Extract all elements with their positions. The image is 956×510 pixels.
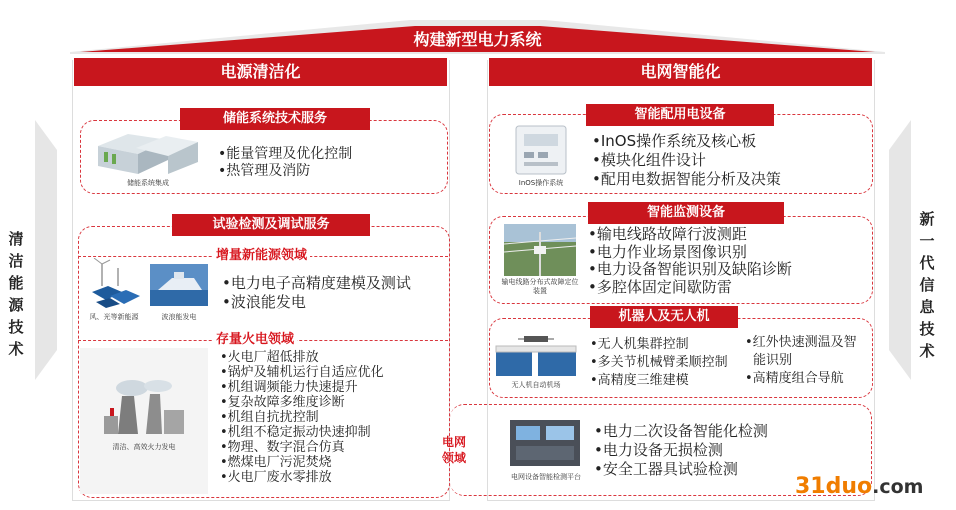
list-item: •电力作业场景图像识别 (588, 242, 747, 261)
list-item: •高精度组合导航 (745, 371, 844, 386)
new-energy-list (222, 274, 411, 312)
watermark-suffix: .com (872, 476, 924, 498)
watermark-brand: 31duo (795, 474, 873, 499)
monitoring-caption: 输电线路分布式故障定位装置 (501, 278, 579, 295)
transmission-line-image (504, 224, 576, 276)
list-item: •无人机集群控制 (590, 337, 689, 352)
grid-caption: 电网设备智能检测平台 (511, 473, 581, 481)
inos-caption: InOS操作系统 (518, 179, 564, 187)
new-energy-subtitle: 增量新能源领域 (213, 244, 310, 263)
wave-energy-image (150, 264, 208, 306)
left-side-label: 清洁能源技术 (8, 230, 24, 358)
page-title: 构建新型电力系统 (413, 30, 542, 49)
thermal-caption: 清洁、高效火力发电 (112, 443, 176, 451)
solar-caption: 风、光等新能源 (89, 313, 139, 321)
list-item: •燃煤电厂污泥焚烧 (220, 455, 332, 470)
monitoring-list (588, 226, 792, 296)
power-plant-image (104, 380, 184, 434)
storage-title: 储能系统技术服务 (180, 108, 370, 130)
list-item: •配用电数据智能分析及决策 (592, 170, 781, 188)
list-item: •火电厂废水零排放 (220, 470, 332, 485)
drone-airport-image (494, 330, 578, 378)
list-item: 能识别 (753, 353, 793, 368)
right-side-label: 新一代信息技术 (919, 210, 935, 360)
list-item: •红外快速测温及智 (745, 335, 857, 350)
list-item: •InOS操作系统及核心板 (592, 132, 757, 150)
grid-label: 电网领域 (441, 435, 466, 465)
list-item: •热管理及消防 (218, 163, 311, 179)
right-arrow-shape (889, 120, 911, 380)
grid-list (594, 422, 768, 479)
list-item: •复杂故障多维度诊断 (220, 395, 345, 410)
storage-list (218, 146, 352, 180)
list-item: •能量管理及优化控制 (218, 146, 353, 162)
list-item: •机组不稳定振动快速抑制 (220, 425, 371, 440)
list-item: •模块化组件设计 (592, 151, 706, 169)
list-item: •输电线路故障行波测距 (588, 225, 747, 243)
distribution-title: 智能配用电设备 (586, 104, 774, 126)
list-item: •火电厂超低排放 (220, 350, 319, 365)
grid-platform-image (510, 420, 580, 466)
wave-caption: 波浪能发电 (161, 313, 197, 321)
left-column-header: 电源清洁化 (74, 58, 447, 86)
solar-wind-image (88, 258, 146, 308)
list-item: •锅炉及辅机运行自适应优化 (220, 365, 384, 380)
list-item: •机组调频能力快速提升 (220, 380, 358, 395)
robot-title: 机器人及无人机 (590, 306, 738, 328)
smart-meter-image (512, 124, 570, 176)
robot-caption: 无人机自动机场 (511, 381, 561, 389)
list-item: •电力电子高精度建模及测试 (222, 274, 411, 292)
list-item: •波浪能发电 (222, 293, 306, 311)
list-item: •高精度三维建模 (590, 373, 689, 388)
distribution-list (592, 132, 781, 189)
right-column-header: 电网智能化 (489, 58, 872, 86)
storage-container-image (98, 132, 198, 176)
storage-caption: 储能系统集成 (127, 179, 169, 187)
list-item: •电力设备无损检测 (594, 441, 723, 459)
list-item: •多关节机械臂柔顺控制 (590, 355, 728, 370)
robot-list-right (745, 334, 857, 388)
list-item: •电力设备智能识别及缺陷诊断 (588, 260, 792, 278)
left-arrow-shape (35, 120, 57, 380)
robot-list-left (590, 336, 728, 390)
thermal-list (220, 350, 384, 485)
list-item: •安全工器具试验检测 (594, 460, 738, 478)
list-item: •电力二次设备智能化检测 (594, 422, 768, 440)
list-item: •多腔体固定间歇防雷 (588, 277, 732, 296)
list-item: •机组自抗扰控制 (220, 410, 319, 425)
list-item: •物理、数字混合仿真 (220, 440, 345, 455)
watermark (795, 474, 923, 499)
testing-title: 试验检测及调试服务 (172, 214, 370, 236)
thermal-subtitle: 存量火电领域 (213, 328, 297, 347)
monitoring-title: 智能监测设备 (588, 202, 784, 224)
